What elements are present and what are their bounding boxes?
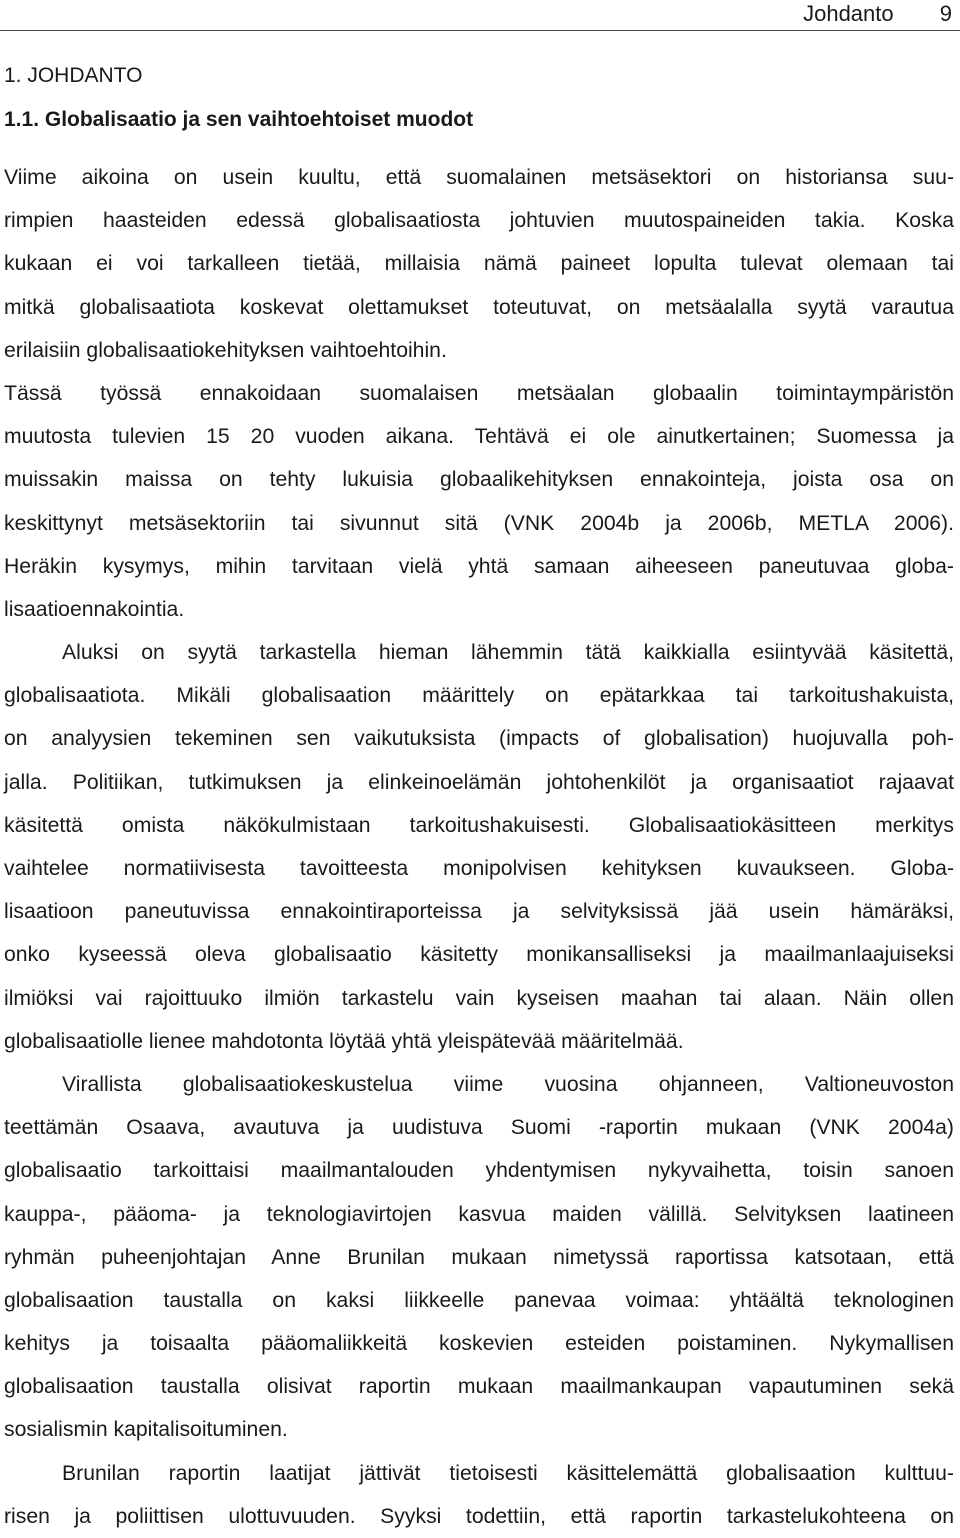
- text-line: lisaatioon paneutuvissa ennakointiraporteissa ja selvityksissä jää usein hämäräksi,: [4, 900, 954, 924]
- text-line: muutosta tulevien 15 20 vuoden aikana. Tehtävä ei ole ainutkertainen; Suomessa ja: [4, 425, 954, 449]
- page-number: 9: [939, 1, 952, 26]
- text-line: Tässä työssä ennakoidaan suomalaisen metsäalan globaalin toimintaympäristön: [4, 381, 954, 405]
- text-line: globalisaatiota. Mikäli globalisaation määrittely on epätarkkaa tai tarkoitushakuista,: [4, 684, 954, 708]
- text-line: sosialismin kapitalisoituminen.: [4, 1418, 288, 1442]
- text-line: Virallista globalisaatiokeskustelua viime vuosina ohjanneen, Valtioneuvoston: [62, 1072, 954, 1096]
- text-line: erilaisiin globalisaatiokehityksen vaihtoehtoihin.: [4, 338, 447, 362]
- text-line: Heräkin kysymys, mihin tarvitaan vielä yhtä samaan aiheeseen paneutuvaa globa-: [4, 554, 954, 578]
- text-line: vaihtelee normatiivisesta tavoitteesta monipolvisen kehityksen kuvaukseen. Globa-: [4, 857, 954, 880]
- section-heading: 1.1. Globalisaatio ja sen vaihtoehtoiset muodot: [4, 108, 474, 131]
- running-header-chapter: Johdanto: [803, 1, 894, 26]
- text-line: jalla. Politiikan, tutkimuksen ja elinkeinoelämän johtohenkilöt ja organisaatiot rajaavat: [4, 770, 954, 794]
- running-header: [803, 0, 952, 28]
- text-line: Brunilan raportin laatijat jättivät tietoisesti käsittelemättä globalisaation kulttuu-: [62, 1461, 954, 1485]
- text-line: teettämän Osaava, avautuva ja uudistuva Suomi -raportin mukaan (VNK 2004a): [4, 1116, 954, 1140]
- text-line: globalisaatio tarkoittaisi maailmantalouden yhdentymisen nykyvaihetta, toisin sanoen: [4, 1159, 954, 1183]
- text-line: globalisaatiolle lienee mahdotonta löytää yhtä yleispätevää määritelmää.: [4, 1029, 684, 1053]
- text-line: mitkä globalisaatiota koskevat olettamukset toteutuvat, on metsäalalla syytä varautua: [4, 295, 954, 319]
- text-line: lisaatioennakointia.: [4, 597, 185, 621]
- text-line: kehitys ja toisaalta pääomaliikkeitä koskevien esteiden poistaminen. Nykymallisen: [4, 1332, 954, 1356]
- text-line: muissakin maissa on tehty lukuisia globaalikehityksen ennakointeja, joista osa on: [4, 468, 954, 492]
- text-line: globalisaation taustalla olisivat raportin mukaan maailmankaupan vapautuminen sekä: [4, 1375, 954, 1399]
- text-line: Viime aikoina on usein kuultu, että suomalainen metsäsektori on historiansa suu-: [4, 166, 954, 189]
- text-line: Aluksi on syytä tarkastella hieman lähemmin tätä kaikkialla esiintyvää käsitettä,: [62, 641, 954, 665]
- text-line: keskittynyt metsäsektoriin tai sivunnut sitä (VNK 2004b ja 2006b, METLA 2006).: [4, 511, 954, 535]
- text-line: globalisaation taustalla on kaksi liikkeelle panevaa voimaa: yhtäältä teknologinen: [4, 1288, 954, 1312]
- header-rule: [0, 30, 960, 31]
- text-line: risen ja poliittisen ulottuvuuden. Syyksi todettiin, että raportin tarkastelukohteena on: [4, 1504, 954, 1528]
- text-line: onko kyseessä oleva globalisaatio käsitetty monikansalliseksi ja maailmanlaajuiseksi: [4, 943, 954, 967]
- body-text: [4, 156, 954, 1538]
- text-line: on analyysien tekeminen sen vaikutuksista (impacts of globalisation) huojuvalla poh-: [4, 727, 954, 751]
- chapter-heading: 1. JOHDANTO: [4, 64, 143, 87]
- text-line: ilmiöksi vai rajoittuuko ilmiön tarkastelu vain kyseisen maahan tai alaan. Näin ollen: [4, 986, 954, 1010]
- text-line: kukaan ei voi tarkalleen tietää, millaisia nämä paineet lopulta tulevat olemaan tai: [4, 252, 954, 276]
- text-line: kauppa-, pääoma- ja teknologiavirtojen kasvua maiden välillä. Selvityksen laatineen: [4, 1202, 954, 1226]
- text-line: rimpien haasteiden edessä globalisaatiosta johtuvien muutospaineiden takia. Koska: [4, 209, 954, 233]
- text-line: käsitettä omista näkökulmistaan tarkoitushakuisesti. Globalisaatiokäsitteen merkitys: [4, 813, 954, 837]
- text-line: ryhmän puheenjohtajan Anne Brunilan mukaan nimetyssä raportissa katsotaan, että: [4, 1245, 954, 1269]
